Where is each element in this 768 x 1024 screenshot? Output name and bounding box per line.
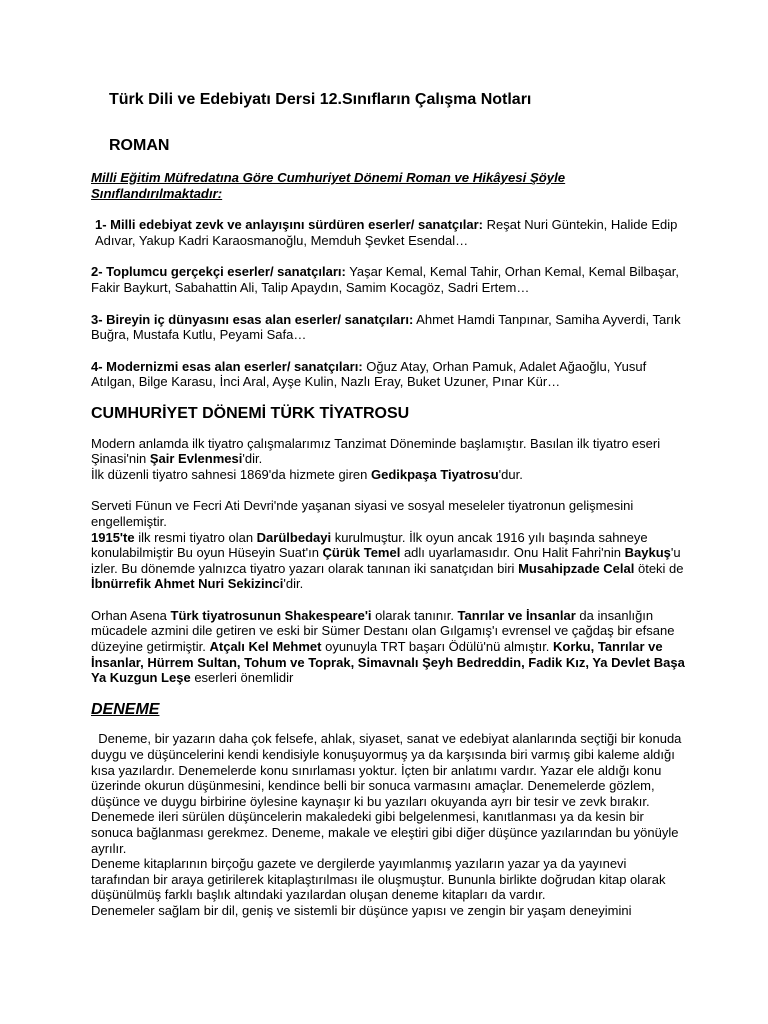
tiyatro-paragraph-2 (91, 498, 687, 592)
roman-item-label: 2- Toplumcu gerçekçi eserler/ sanatçıları: (91, 264, 346, 280)
text-run: olarak tanınır. (371, 607, 458, 623)
bold-run: Gedikpaşa Tiyatrosu (370, 466, 499, 482)
roman-item-1 (91, 217, 687, 248)
bold-run: Şair Evlenmesi (149, 451, 243, 467)
text-run: Denemeler sağlam bir dil, geniş ve sistemli bir düşünce yapısı ve zengin bir yaşam deneyimini (91, 902, 632, 918)
text-run: 'dir. (242, 451, 263, 467)
text-run: ilk resmi tiyatro olan (134, 529, 257, 545)
bold-run: Atçalı Kel Mehmet (209, 639, 322, 655)
text-run: Deneme, bir yazarın daha çok felsefe, ahlak, siyaset, sanat ve edebiyat alanlarında seçtiği bir konuda duygu ve düşüncelerini kendi kendisiyle konuşuyormuş ya da karşısında biri varmış gibi kaleme aldığı kısa yazılardır. Denemelerde konu sınırlaması yoktur. İçten bir anlatımı vardır. Yazar ele aldığı konu üzerinde okurun düşünmesini, kendince belli bir sonuca varmasını amaçlar. Denemelerde gözlem, düşünce ve duygu birbirine öylesine kaynaşır ki bu yazıları okuyanda ayrı bir tesir ve zevk bırakır. Denemede ileri sürülen düşüncelerin makaledeki gibi belgelenmesi, kanıtlanması ya da kesin bir sonuca bağlanması gerekmez. Deneme, makale ve eleştiri gibi diğer düşünce yazılarından bu yönüyle ayrılır. (91, 731, 686, 856)
text-run: 'u izler. Bu dönemde yalnızca tiyatro yazarı olarak tanınan iki sanatçıdan biri (91, 545, 681, 576)
document-title: Türk Dili ve Edebiyatı Dersi 12.Sınıfların Çalışma Notları (109, 91, 532, 108)
roman-item-3 (91, 312, 687, 343)
bold-run: İbnürrefik Ahmet Nuri Sekizinci (91, 576, 284, 592)
roman-item-text: Ahmet Hamdi Tanpınar, Samiha Ayverdi, Tarık Buğra, Mustafa Kutlu, Peyami Safa… (91, 311, 681, 343)
roman-item-label: 3- Bireyin iç dünyasını esas alan eserler/ sanatçıları: (91, 311, 414, 327)
roman-heading: ROMAN (109, 137, 170, 154)
deneme-heading: DENEME (91, 700, 160, 718)
deneme-paragraph (91, 731, 687, 918)
tiyatro-paragraph-3 (91, 608, 687, 686)
text-run: 'dur. (498, 466, 523, 482)
roman-item-2 (91, 264, 687, 295)
roman-item-text: Yaşar Kemal, Kemal Tahir, Orhan Kemal, Kemal Bilbaşar, Fakir Baykurt, Sabahattin Ali, Talip Apaydın, Samim Kocagöz, Sadri Ertem… (91, 264, 679, 295)
bold-run: Türk tiyatrosunun Shakespeare'i (170, 607, 372, 623)
roman-subheading: Milli Eğitim Müfredatına Göre Cumhuriyet Dönemi Roman ve Hikâyesi Şöyle Sınıflandırılmaktadır: (91, 170, 566, 201)
roman-item-label: 4- Modernizmi esas alan eserler/ sanatçıları: (91, 358, 363, 374)
roman-item-text: Oğuz Atay, Orhan Pamuk, Adalet Ağaoğlu, Yusuf Atılgan, Bilge Karasu, İnci Aral, Ayşe Kulin, Nazlı Eray, Buket Uzuner, Pınar Kür… (91, 358, 647, 390)
document-content (91, 170, 687, 919)
text-run: oyunuyla TRT başarı Ödülü'nü almıştır. (321, 639, 554, 655)
roman-item-4 (91, 359, 687, 390)
bold-run: Çürük Temel (322, 545, 401, 561)
tiyatro-heading: CUMHURİYET DÖNEMİ TÜRK TİYATROSU (91, 404, 410, 422)
bold-run: Musahipzade Celal (518, 560, 635, 576)
text-run: 'dir. (283, 576, 304, 592)
bold-run: Tanrılar ve İnsanlar (457, 607, 576, 623)
text-run: öteki de (634, 560, 684, 576)
bold-run: Korku, Tanrılar ve İnsanlar, Hürrem Sultan, Tohum ve Toprak, Simavnalı Şeyh Bedreddin, Fadik Kız, Ya Devlet Başa Ya Kuzgun Leşe (91, 639, 685, 686)
text-run: Deneme kitaplarının birçoğu gazete ve dergilerde yayımlanmış yazıların yazar ya da yayınevi tarafından bir araya getirilerek kitaplaştırılması ile oluşmuştur. Bununla birlikte doğrudan kitap olarak düşünülmüş farklı başlık altındaki yazılardan oluşan deneme kitapları da vardır. (91, 856, 670, 903)
text-run: Serveti Fünun ve Fecri Ati Devri'nde yaşanan siyasi ve sosyal meseleler tiyatronun gelişmesini engellemiştir. (91, 498, 634, 529)
text-run: da insanlığın mücadele azmini dile getiren ve eski bir Sümer Destanı olan Gılgamış'ı evrensel ve çağdaş bir efsane düzeyine getirmiştir. (91, 607, 675, 655)
tiyatro-paragraph-1 (91, 436, 687, 483)
bold-run: Darülbedayi (256, 529, 332, 545)
bold-run: 1915'te (91, 529, 135, 545)
roman-item-label: 1- Milli edebiyat zevk ve anlayışını sürdüren eserler/ sanatçılar: (95, 217, 484, 233)
bold-run: Baykuş (624, 545, 671, 561)
text-run: İlk düzenli tiyatro sahnesi 1869'da hizmete giren (91, 466, 371, 482)
text-run: Orhan Asena (91, 607, 171, 623)
text-run: adlı uyarlamasıdır. Onu Halit Fahri'nin (400, 545, 625, 561)
text-run: kurulmuştur. İlk oyun ancak 1916 yılı başında sahneye konulabilmiştir Bu oyun Hüseyin Suat'ın (91, 529, 648, 561)
text-run: Modern anlamda ilk tiyatro çalışmalarımız Tanzimat Döneminde başlamıştır. Basılan ilk tiyatro eseri Şinasi'nin (91, 435, 661, 467)
roman-item-text: Reşat Nuri Güntekin, Halide Edip Adıvar, Yakup Kadri Karaosmanoğlu, Memduh Şevket Esendal… (95, 217, 678, 248)
text-run: eserleri önemlidir (190, 670, 294, 686)
